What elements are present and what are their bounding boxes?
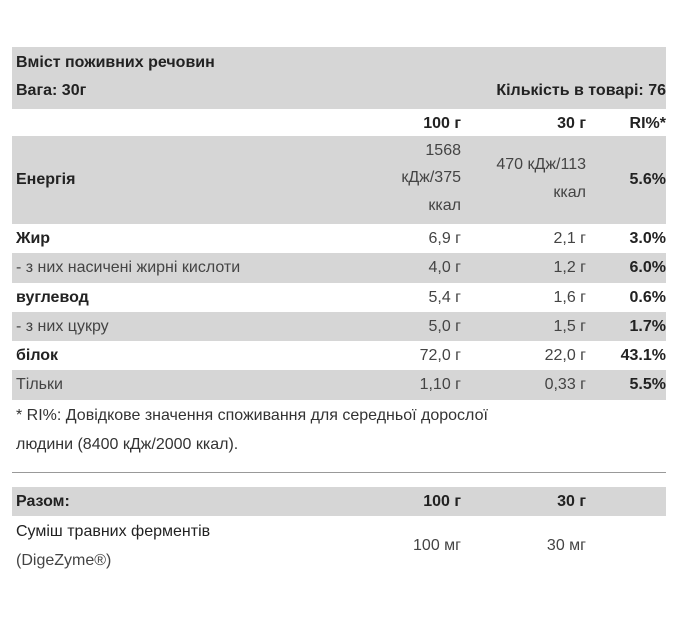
table-row-enzymes <box>12 516 666 574</box>
row-ri: 3.0% <box>629 230 666 247</box>
column-ri: RI%* <box>629 115 666 132</box>
row-per30: 1,5 г <box>553 318 586 335</box>
nutrition-table <box>12 47 666 574</box>
row-per30: 0,33 г <box>544 376 586 393</box>
table-row-energy <box>12 136 666 224</box>
row-per100: 1,10 г <box>419 376 461 393</box>
row-ri: 43.1% <box>620 347 666 364</box>
total-per100: 100 г <box>423 493 461 510</box>
column-per30: 30 г <box>557 115 586 132</box>
table-row <box>12 370 666 400</box>
row-per30: 1,2 г <box>553 259 586 276</box>
row-per30: 1,6 г <box>553 289 586 306</box>
row-ri: 6.0% <box>629 259 666 276</box>
enzyme-label-line2: (DigeZyme®) <box>16 552 112 569</box>
table-row <box>12 283 666 312</box>
row-label: Тільки <box>16 376 63 393</box>
enzyme-per30: 30 мг <box>546 537 586 554</box>
column-per100: 100 г <box>423 115 461 132</box>
row-label: - з них насичені жирні кислоти <box>16 259 241 276</box>
row-ri: 5.5% <box>629 376 666 393</box>
row-per100: 72,0 г <box>419 347 461 364</box>
row-per30-line2: ккал <box>553 184 586 201</box>
row-per30: 2,1 г <box>553 230 586 247</box>
weight-label: Вага: 30г <box>16 82 87 99</box>
row-per30: 22,0 г <box>544 347 586 364</box>
table-row <box>12 253 666 283</box>
row-label: Жир <box>16 230 51 247</box>
footnote-line1: * RI%: Довідкове значення споживання для середньої дорослої <box>16 407 488 424</box>
row-label: білок <box>16 347 59 364</box>
row-label: - з них цукру <box>16 318 109 335</box>
row-per100-line1: 1568 <box>425 142 461 159</box>
total-header-row <box>12 487 666 516</box>
row-per100-line2: кДж/375 <box>401 169 461 186</box>
enzyme-per100: 100 мг <box>413 537 461 554</box>
servings-label: Кількість в товарі: 76 <box>496 82 666 99</box>
row-per100-line3: ккал <box>428 197 461 214</box>
row-ri: 1.7% <box>629 318 666 335</box>
enzyme-label-line1: Суміш травних ферментів <box>16 523 211 540</box>
row-ri: 0.6% <box>629 289 666 306</box>
row-label: вуглевод <box>16 289 89 306</box>
column-header-row <box>12 109 666 136</box>
table-title: Вміст поживних речовин <box>16 54 215 71</box>
row-per100: 6,9 г <box>428 230 461 247</box>
footnote <box>12 400 666 462</box>
separator-area <box>12 462 666 487</box>
divider <box>12 472 666 473</box>
table-row <box>12 341 666 370</box>
table-row <box>12 224 666 253</box>
row-per100: 4,0 г <box>428 259 461 276</box>
row-per30-line1: 470 кДж/113 <box>496 156 586 173</box>
table-row <box>12 312 666 341</box>
row-per100: 5,0 г <box>428 318 461 335</box>
footnote-line2: людини (8400 кДж/2000 ккал). <box>16 436 239 453</box>
total-label: Разом: <box>16 493 70 510</box>
row-label: Енергія <box>16 171 76 188</box>
total-per30: 30 г <box>557 493 586 510</box>
row-ri: 5.6% <box>629 171 666 188</box>
row-per100: 5,4 г <box>428 289 461 306</box>
table-header <box>12 47 666 109</box>
